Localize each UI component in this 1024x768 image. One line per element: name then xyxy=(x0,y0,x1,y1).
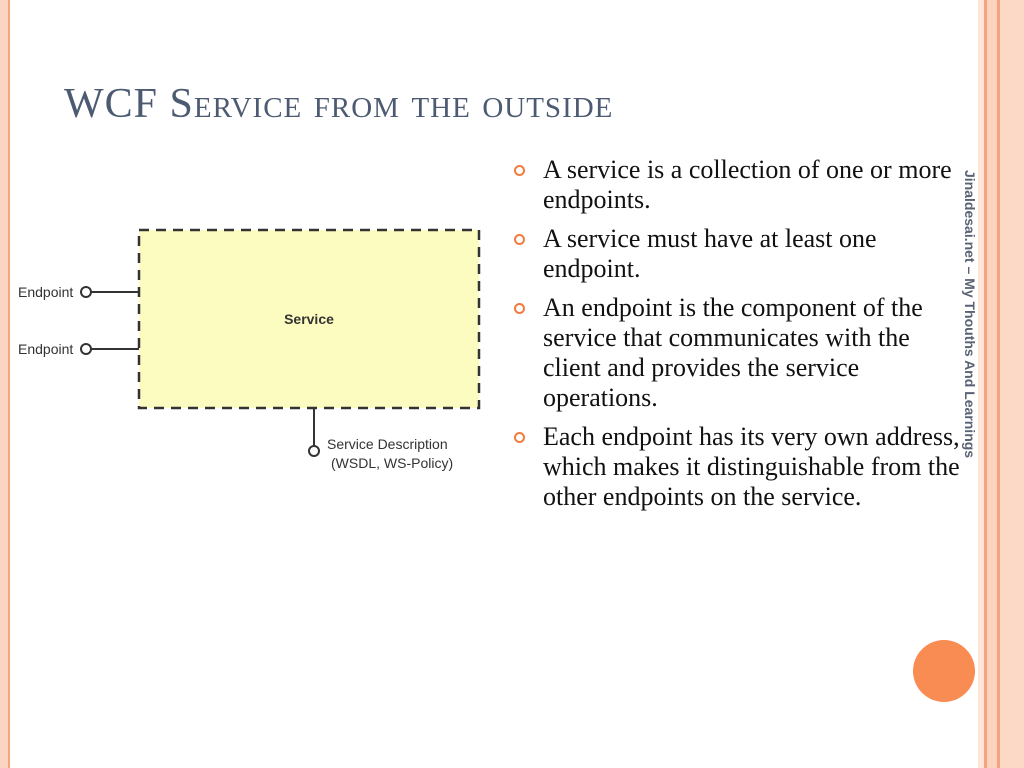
bullet-circle-icon xyxy=(514,303,525,314)
endpoint-label: Endpoint xyxy=(18,341,74,357)
bullet-text: An endpoint is the component of the service that communicates with the client and provides the service operations. xyxy=(543,293,923,412)
description-label-line2: (WSDL, WS-Policy) xyxy=(331,455,454,471)
service-diagram xyxy=(0,200,500,480)
bullet-item xyxy=(512,224,967,284)
endpoint-1 xyxy=(18,284,139,300)
description-label-line1: Service Description xyxy=(327,436,448,452)
bullet-list xyxy=(512,155,967,521)
right-decorative-stripes xyxy=(978,0,1024,768)
bullet-item xyxy=(512,293,967,413)
bullet-text: Each endpoint has its very own address, which makes it distinguishable from the other endpoints on the service. xyxy=(543,422,960,511)
stripe xyxy=(1000,0,1024,768)
stripe xyxy=(987,0,997,768)
endpoint-2 xyxy=(18,341,139,357)
endpoint-label: Endpoint xyxy=(18,284,74,300)
service-description xyxy=(309,408,453,471)
description-connector-icon xyxy=(309,446,319,456)
bullet-item xyxy=(512,155,967,215)
service-label: Service xyxy=(284,311,334,327)
endpoint-connector-icon xyxy=(81,287,91,297)
slide-title: WCF Service from the outside xyxy=(64,81,614,127)
bullet-circle-icon xyxy=(514,165,525,176)
bullet-circle-icon xyxy=(514,432,525,443)
decorative-circle xyxy=(913,640,975,702)
bullet-circle-icon xyxy=(514,234,525,245)
bullet-text: A service must have at least one endpoint. xyxy=(543,224,877,283)
bullet-text: A service is a collection of one or more endpoints. xyxy=(543,155,952,214)
side-watermark-text: Jinaldesai.net – My Thouths And Learnings xyxy=(962,170,978,459)
endpoint-connector-icon xyxy=(81,344,91,354)
bullet-item xyxy=(512,422,967,512)
